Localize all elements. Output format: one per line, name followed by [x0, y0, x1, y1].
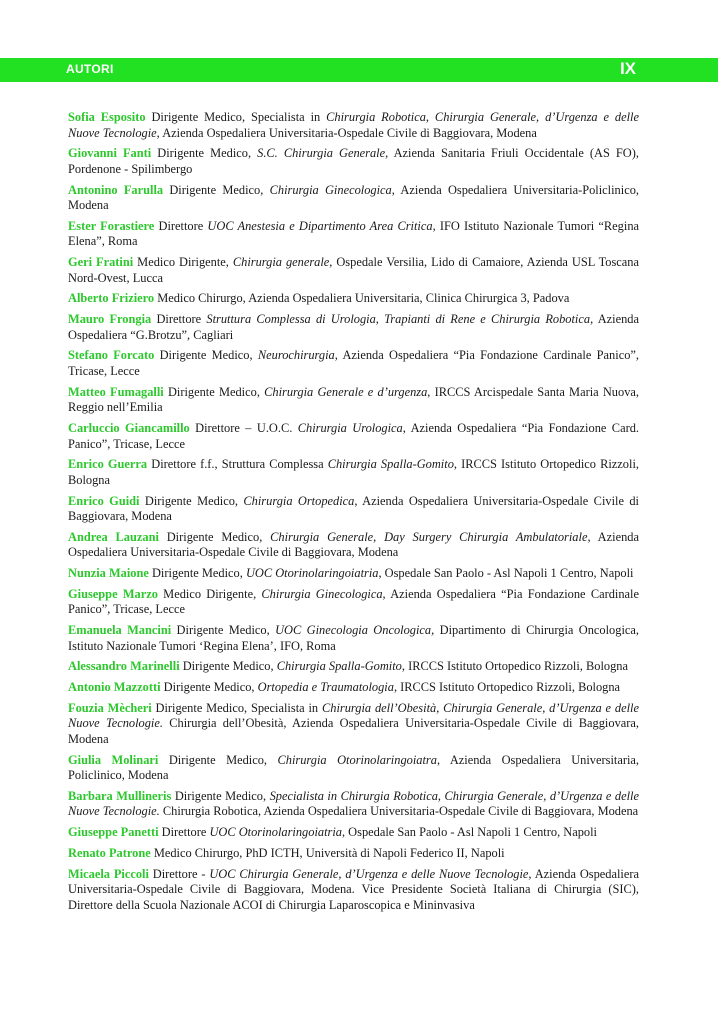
author-affiliation: , Azienda Ospedaliera “Pia Fondazione Cardinale Panico”, Tricase, Lecce	[68, 586, 639, 617]
author-entry	[68, 789, 639, 820]
author-affiliation: Medico Chirurgo, Azienda Ospedaliera Universitaria, Clinica Chirurgica 3, Padova	[154, 291, 570, 306]
author-specialty: Ortopedia e Traumatologia	[257, 680, 394, 694]
author-affiliation: Direttore	[158, 825, 210, 840]
author-affiliation: Dirigente Medico, Specialista in	[151, 700, 322, 715]
author-affiliation: Dirigente Medico,	[139, 493, 244, 508]
author-name: Ester Forastiere	[68, 218, 155, 233]
author-specialty: UOC Anestesia e Dipartimento Area Critica	[207, 218, 433, 233]
author-affiliation: Dirigente Medico,	[154, 348, 258, 363]
author-affiliation: , IRCCS Arcispedale Santa Maria Nuova, Reggio nell’Emilia	[68, 384, 639, 415]
author-name: Fouzia Mècheri	[68, 700, 152, 715]
author-affiliation: Dirigente Medico,	[163, 182, 270, 197]
author-affiliation: Dirigente Medico,	[151, 146, 258, 161]
author-name: Enrico Guidi	[68, 493, 140, 508]
author-affiliation: Dirigente Medico,	[148, 566, 246, 581]
author-affiliation: Direttore	[151, 312, 207, 327]
author-affiliation: Medico Chirurgo, PhD ICTH, Università di Napoli Federico II, Napoli	[150, 845, 505, 860]
author-name: Antonio Mazzotti	[68, 680, 161, 694]
author-affiliation: , Azienda Ospedaliera “Pia Fondazione Cardinale Panico”, Tricase, Lecce	[68, 348, 639, 378]
author-affiliation: , Azienda Ospedaliera Universitaria, Policlinico, Modena	[68, 752, 639, 783]
author-affiliation: Direttore -	[148, 866, 210, 881]
author-affiliation: Dirigente Medico,	[171, 623, 276, 638]
author-entry	[68, 219, 639, 250]
author-specialty: Chirurgia Spalla-Gomito	[276, 659, 402, 674]
author-affiliation: Dirigente Medico,	[158, 529, 271, 544]
author-affiliation: Dirigente Medico,	[158, 752, 278, 767]
author-affiliation: , Ospedale San Paolo - Asl Napoli 1 Centro, Napoli	[341, 825, 597, 840]
author-entry	[68, 701, 639, 748]
author-name: Stefano Forcato	[68, 348, 155, 363]
author-specialty: Neurochirurgia	[257, 348, 335, 363]
author-affiliation: , Ospedale San Paolo - Asl Napoli 1 Centro, Napoli	[378, 566, 634, 581]
author-name: Alessandro Marinelli	[68, 659, 180, 674]
author-specialty: Struttura Complessa di Urologia, Trapianti di Rene e Chirurgia Robotica	[206, 312, 591, 327]
page-number: IX	[619, 59, 636, 78]
author-specialty: Chirurgia Otorinolaringoiatra	[277, 752, 437, 767]
author-entry	[68, 110, 639, 141]
author-affiliation: , IFO Istituto Nazionale Tumori “Regina Elena”, Roma	[68, 218, 640, 249]
author-specialty: Chirurgia dell’Obesità, Chirurgia Generale, d’Urgenza e delle Nuove Tecnologie.	[68, 700, 639, 731]
author-name: Mauro Frongia	[68, 312, 152, 327]
author-name: Giulia Molinari	[68, 752, 159, 767]
author-entry	[68, 348, 639, 379]
author-name: Enrico Guerra	[68, 457, 148, 472]
author-entry	[68, 255, 639, 286]
author-entry	[68, 825, 639, 841]
author-affiliation: Dirigente Medico, Specialista in	[145, 110, 327, 124]
author-name: Antonino Farulla	[68, 182, 164, 197]
author-name: Giuseppe Marzo	[68, 586, 158, 601]
author-affiliation: Direttore f.f., Struttura Complessa	[147, 457, 328, 472]
section-header-band	[0, 58, 718, 82]
author-entry	[68, 846, 639, 862]
author-specialty: UOC Ginecologia Oncologica,	[275, 623, 435, 638]
author-affiliation: , Azienda Ospedaliera Universitaria-Policlinico, Modena	[68, 182, 639, 213]
author-affiliation: Chirurgia Robotica, Azienda Ospedaliera Universitaria-Ospedale Civile di Baggiovara, Modena	[159, 804, 639, 819]
author-specialty: Chirurgia Spalla-Gomito	[327, 457, 454, 472]
author-specialty: Chirurgia Ortopedica	[243, 493, 355, 508]
author-affiliation: , IRCCS Istituto Ortopedico Rizzoli, Bologna	[401, 659, 628, 674]
author-affiliation: Azienda Ospedaliera Universitaria-Ospedale Civile di Baggiovara, Modena. Vice Presidente Società Italiana di Chirurgia (SIC), Direttore della Scuola Nazionale ACOI di Chirurgia Laparoscopica e Mininvasiva	[68, 866, 639, 912]
author-specialty: UOC Otorinolaringoiatria	[245, 566, 379, 581]
author-entry	[68, 291, 639, 307]
author-affiliation: , IRCCS Istituto Ortopedico Rizzoli, Bologna	[68, 457, 639, 487]
author-entry	[68, 566, 639, 582]
section-title: AUTORI	[66, 62, 114, 76]
author-affiliation: Dirigente Medico,	[179, 659, 277, 674]
author-specialty: Chirurgia Ginecologica	[261, 586, 383, 601]
author-specialty: Chirurgia Generale e d’urgenza	[264, 384, 428, 399]
author-name: Carluccio Giancamillo	[68, 420, 190, 435]
author-entry	[68, 385, 639, 416]
author-affiliation: , Azienda Ospedaliera Universitaria-Ospedale Civile di Baggiovara, Modena	[68, 493, 639, 524]
author-specialty: UOC Chirurgia Generale, d’Urgenza e delle Nuove Tecnologie,	[209, 866, 532, 881]
author-affiliation: Dirigente Medico,	[163, 384, 265, 399]
author-affiliation: , Azienda Ospedaliera “Pia Fondazione Card. Panico”, Tricase, Lecce	[68, 420, 639, 451]
author-entry	[68, 867, 639, 914]
author-affiliation: Direttore	[154, 218, 208, 233]
author-specialty: Chirurgia Urologica	[297, 420, 403, 435]
author-name: Giuseppe Panetti	[68, 825, 159, 840]
author-entry	[68, 457, 639, 488]
author-entry	[68, 146, 639, 177]
author-affiliation: Medico Dirigente,	[157, 586, 262, 601]
author-affiliation: , Azienda Sanitaria Friuli Occidentale (AS FO), Pordenone - Spilimbergo	[68, 146, 639, 176]
author-name: Emanuela Mancini	[68, 623, 172, 638]
author-entry	[68, 183, 639, 214]
author-affiliation: Azienda Ospedaliera Universitaria-Ospedale Civile di Baggiovara, Modena	[68, 529, 639, 560]
author-entry	[68, 623, 639, 654]
author-name: Alberto Friziero	[68, 291, 155, 306]
author-name: Micaela Piccoli	[68, 866, 149, 881]
author-entry	[68, 659, 639, 675]
author-specialty: Specialista in Chirurgia Robotica, Chirurgia Generale, d’Urgenza e delle Nuove Tecnologie.	[68, 788, 639, 819]
author-affiliation: Dipartimento di Chirurgia Oncologica, Istituto Nazionale Tumori ‘Regina Elena’, IFO, Roma	[68, 623, 639, 653]
author-specialty: Chirurgia Ginecologica	[269, 182, 392, 197]
author-specialty: Chirurgia Generale, Day Surgery Chirurgia Ambulatoriale,	[270, 529, 591, 544]
author-affiliation: , Azienda Ospedaliera “G.Brotzu”, Cagliari	[68, 312, 639, 342]
author-specialty: Chirurgia Robotica, Chirurgia Generale, d’Urgenza e delle Nuove Tecnologie,	[68, 110, 640, 140]
author-name: Nunzia Maione	[68, 566, 149, 581]
author-entry	[68, 312, 639, 343]
author-name: Andrea Lauzani	[68, 529, 159, 544]
author-affiliation: Medico Dirigente,	[133, 255, 233, 270]
author-affiliation: Dirigente Medico,	[160, 680, 258, 694]
author-specialty: Chirurgia generale	[232, 255, 330, 270]
author-affiliation: Direttore – U.O.C.	[189, 420, 298, 435]
author-entry	[68, 680, 639, 696]
author-name: Giovanni Fanti	[68, 146, 152, 161]
author-entry	[68, 753, 639, 784]
author-entry	[68, 530, 639, 561]
author-affiliation: Azienda Ospedaliera Universitaria-Ospedale Civile di Baggiovara, Modena	[159, 125, 537, 140]
author-affiliation: Dirigente Medico,	[171, 788, 270, 803]
author-list	[68, 110, 639, 918]
author-affiliation: Chirurgia dell’Obesità, Azienda Ospedaliera Universitaria-Ospedale Civile di Baggiovara, Modena	[68, 716, 639, 746]
author-name: Barbara Mullineris	[68, 788, 172, 803]
author-specialty: S.C. Chirurgia Generale	[257, 146, 386, 161]
author-specialty: UOC Otorinolaringoiatria	[209, 825, 342, 840]
author-entry	[68, 587, 639, 618]
author-affiliation: , Ospedale Versilia, Lido di Camaiore, Azienda USL Toscana Nord-Ovest, Lucca	[68, 255, 639, 285]
author-name: Sofia Esposito	[68, 110, 146, 124]
author-name: Geri Fratini	[68, 255, 134, 270]
author-affiliation: , IRCCS Istituto Ortopedico Rizzoli, Bologna	[393, 680, 621, 694]
author-name: Matteo Fumagalli	[68, 384, 164, 399]
author-entry	[68, 494, 639, 525]
author-entry	[68, 421, 639, 452]
author-name: Renato Patrone	[68, 845, 151, 860]
